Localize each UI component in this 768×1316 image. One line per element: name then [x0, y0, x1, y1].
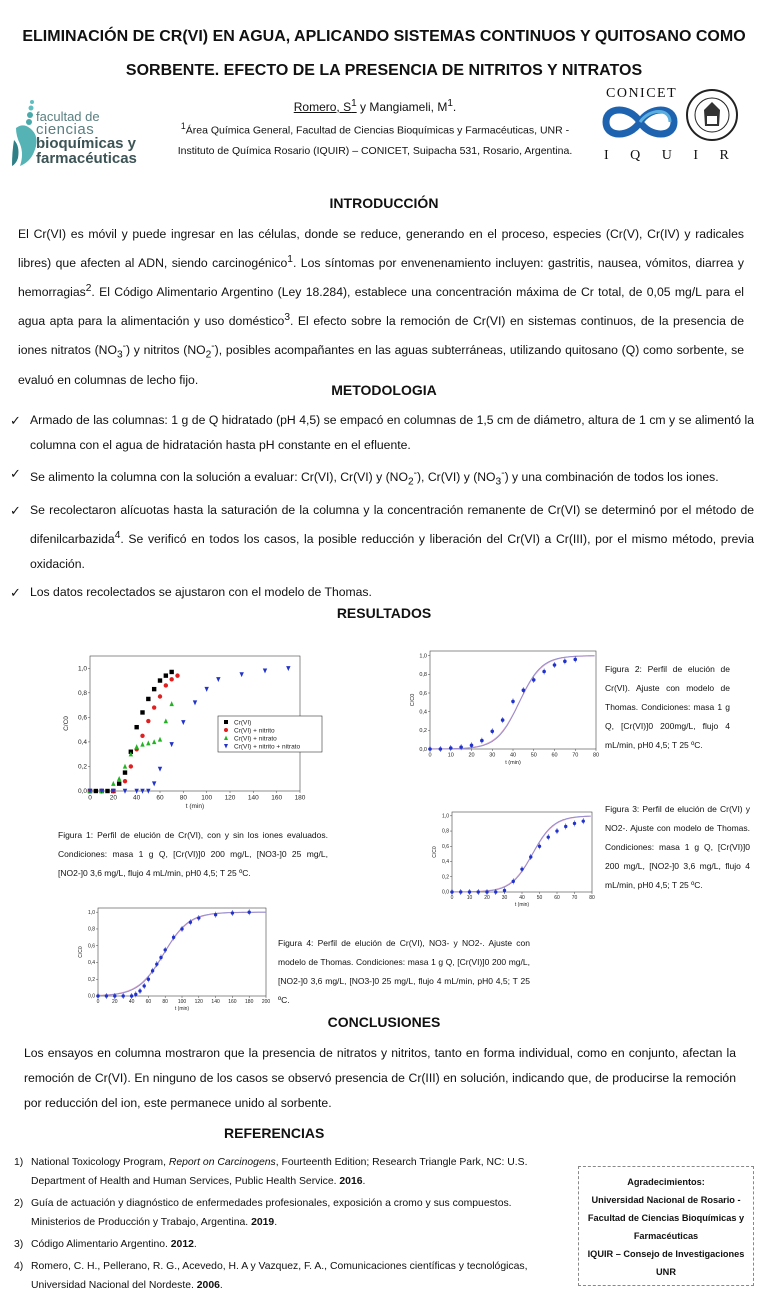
data-point	[169, 677, 173, 681]
x-tick-label: 140	[247, 794, 259, 802]
x-tick-label: 10	[466, 895, 473, 901]
x-tick-label: 180	[294, 794, 306, 802]
data-point	[175, 673, 179, 677]
y-tick-label: 0,6	[77, 714, 87, 722]
figure-3-caption: Figura 3: Perfil de elución de Cr(VI) y NO2-. Ajuste con modelo de Thomas. Condiciones: masa 1 g Q, [Cr(VI)]0 200 mg/L, [NO2-]0 3,6 mg/L, flujo 4 mL/min, pH0 4,5; T 25 ºC.	[605, 804, 750, 890]
x-tick-label: 70	[572, 752, 579, 759]
x-tick-label: 0	[450, 895, 454, 901]
reference-e: .	[193, 1239, 197, 1250]
data-point	[158, 767, 162, 772]
y-tick-label: 0,2	[442, 874, 449, 881]
data-point	[152, 739, 156, 744]
data-point	[134, 744, 138, 749]
x-tick-label: 10	[447, 752, 454, 759]
y-tick-label: 0,4	[442, 859, 449, 866]
x-tick-label: 30	[501, 895, 508, 901]
reference-e: .	[274, 1217, 278, 1228]
x-tick-label: 40	[133, 794, 141, 802]
reference-e: .	[362, 1176, 366, 1187]
reference-y: 2012	[170, 1239, 194, 1250]
reference-y: 2016	[339, 1176, 363, 1187]
x-tick-label: 0	[96, 999, 100, 1005]
intro-text-2: . Los síntomas por envenenamiento incluyen: gastritis, nausea, vómitos, diarrea y hemorragias	[18, 256, 744, 300]
x-tick-label: 180	[245, 999, 254, 1005]
data-point	[224, 720, 228, 724]
y-tick-label: 0,0	[442, 889, 449, 896]
data-point	[146, 697, 150, 701]
data-point	[117, 776, 121, 781]
figure-4-chart	[72, 902, 272, 1014]
data-point	[123, 770, 127, 774]
data-point	[286, 666, 290, 671]
x-tick-label: 20	[468, 752, 475, 759]
metodologia-item	[6, 461, 754, 495]
check-icon: ✓	[10, 413, 21, 428]
plot-frame	[98, 908, 266, 996]
data-point	[158, 737, 162, 742]
conicet-text: CONICET	[606, 86, 678, 101]
data-point	[169, 670, 173, 674]
metodologia-item-2c: ) y una combinación de todos los iones.	[504, 470, 719, 485]
legend-label: Cr(VI) + nitrito	[234, 727, 275, 735]
metodologia-item-2a: Se alimento la columna con la solución a evaluar: Cr(VI), Cr(VI) y (NO	[30, 470, 408, 485]
data-point	[152, 705, 156, 709]
x-tick-label: 60	[156, 794, 164, 802]
y-tick-label: 0,4	[88, 960, 95, 967]
thomas-fit-curve	[98, 912, 266, 995]
x-tick-label: 70	[571, 895, 578, 901]
fcbf-logo-line2: ciencias	[36, 121, 95, 138]
data-point	[123, 779, 127, 783]
metodologia-charge-2: -	[501, 468, 505, 479]
metodologia-item-1: Armado de las columnas: 1 g de Q hidratado (pH 4,5) se empacó en columnas de 1,5 cm de diámetro, altura de 1 cm y se alimentó la columna con el agua de hidratación hasta pH constante en el efluente.	[30, 413, 754, 452]
reference-item	[14, 1194, 562, 1232]
reference-a: Romero, C. H., Pellerano, R. G., Acevedo, H. A y Vazquez, F. A., Comunicaciones científicas y tecnológicas, Universidad Nacional del Nordeste.	[31, 1261, 528, 1291]
figure-2-caption: Figura 2: Perfil de elución de Cr(VI). Ajuste con modelo de Thomas. Condiciones: masa 1 g Q, [Cr(VI)]0 200mg/L, flujo 4 mL/min, pH0 4,5; T 25 ºC.	[605, 664, 730, 750]
ack-line: Farmacéuticas	[633, 1231, 699, 1241]
data-point	[239, 672, 243, 677]
intro-sub-2: 2	[205, 349, 212, 361]
x-tick-label: 30	[489, 752, 496, 759]
y-tick-label: 0,6	[419, 690, 427, 697]
title-line-2: SORBENTE. EFECTO DE LA PRESENCIA DE NITRITOS Y NITRATOS	[125, 62, 643, 79]
y-axis-label: C/C0	[63, 716, 70, 731]
x-tick-label: 100	[177, 999, 187, 1005]
data-point	[94, 789, 98, 793]
metodologia-ref-4: 4	[114, 529, 121, 541]
x-tick-label: 40	[128, 999, 135, 1005]
data-point	[164, 673, 168, 677]
x-tick-label: 80	[179, 794, 187, 802]
x-tick-label: 20	[484, 895, 490, 901]
y-tick-label: 0,0	[88, 993, 95, 1000]
intro-text-5: ) y nitritos (NO	[125, 343, 206, 358]
reference-a: Guía de actuación y diagnóstico de enfermedades profesionales, exposición a cromo y sus compuestos. Ministerios de Producción y Trabajo, Argentina.	[31, 1198, 512, 1228]
x-tick-label: 60	[145, 999, 152, 1005]
intro-charge-1: -	[122, 341, 126, 353]
figure-4-caption: Figura 4: Perfil de elución de Cr(VI), NO3- y NO2-. Ajuste con modelo de Thomas. Condiciones: masa 1 g Q, [Cr(VI)]0 200 mg/L, [NO2-]0 3,6 mg/L, [NO3-]0 25 mg/L, flujo 4 mL/min, pH0 4,5; T 25 ºC.	[278, 938, 530, 1005]
author-1-name: Romero, S	[293, 100, 352, 114]
metodologia-charge-1: -	[413, 468, 417, 479]
series-data	[96, 909, 251, 999]
y-tick-label: 0,0	[419, 746, 427, 753]
acknowledgements-box	[578, 1166, 754, 1286]
x-tick-label: 60	[554, 895, 560, 901]
y-tick-label: 0,2	[77, 763, 87, 771]
x-tick-label: 20	[112, 999, 118, 1005]
data-point	[204, 687, 208, 692]
reference-e: .	[219, 1280, 223, 1291]
data-point	[216, 677, 220, 682]
series-Cr(VI) + nitrito	[88, 673, 180, 793]
x-tick-label: 100	[201, 794, 213, 802]
data-point	[129, 764, 133, 768]
series-Cr(VI)	[88, 670, 174, 793]
fcbf-logo-line4: farmacéuticas	[36, 150, 137, 167]
data-point	[117, 781, 121, 785]
y-tick-label: 0,8	[77, 689, 87, 697]
data-point	[169, 701, 173, 706]
affiliation-line-1: Área Química General, Facultad de Ciencias Bioquímicas y Farmacéuticas, UNR -	[185, 124, 570, 137]
metodologia-item-3a: Se recolectaron alícuotas hasta la saturación de la columna y la concentración remanente de Cr(VI) se determinó por el método de difenilcarbazida	[30, 502, 754, 546]
data-point	[193, 700, 197, 705]
y-tick-label: 0,4	[419, 709, 427, 716]
legend-label: Cr(VI) + nitrito + nitrato	[234, 743, 301, 751]
author-1-sup: 1	[351, 98, 357, 109]
x-tick-label: 160	[228, 999, 237, 1005]
y-tick-label: 0,6	[442, 843, 449, 850]
heading-conclusiones: CONCLUSIONES	[327, 1014, 441, 1030]
y-tick-label: 0,4	[77, 739, 87, 747]
thomas-fit-curve-alt	[452, 816, 591, 892]
intro-charge-2: -	[211, 341, 215, 353]
fcbf-logo	[10, 96, 150, 170]
figure-2-chart	[404, 645, 600, 769]
metodologia-item	[6, 498, 754, 577]
authors-end: .	[452, 100, 457, 114]
series-Cr(VI) + nitrato	[88, 701, 174, 793]
y-tick-label: 1,0	[88, 909, 95, 916]
metodologia-item	[6, 580, 754, 605]
data-point	[169, 742, 173, 747]
y-tick-label: 0,0	[77, 788, 87, 796]
y-axis-label: C/C0	[432, 846, 438, 858]
intro-ref-3: 3	[284, 312, 290, 324]
reference-item	[14, 1153, 562, 1191]
y-tick-label: 1,0	[442, 813, 449, 820]
x-tick-label: 20	[109, 794, 117, 802]
data-point	[152, 687, 156, 691]
reference-y: 2019	[251, 1217, 275, 1228]
x-tick-label: 120	[224, 794, 236, 802]
intro-text-3: . El Código Alimentario Argentino (Ley 18.284), establece una concentración máxima de Cr total, de 0,05 mg/L para el agua apta para la alimentación y uso doméstico	[18, 285, 744, 329]
figure-1-caption: Figura 1: Perfil de elución de Cr(VI), con y sin los iones evaluados. Condiciones: masa 1 g Q, [Cr(VI)]0 200 mg/L, [NO3-]0 25 mg/L, [NO2-]0 3,6 mg/L, flujo 4 mL/min, pH0 4,5; T 25 ºC.	[58, 830, 328, 878]
x-tick-label: 80	[592, 752, 600, 759]
author-1	[294, 100, 357, 114]
data-point	[158, 678, 162, 682]
affiliation	[160, 116, 590, 161]
x-tick-label: 40	[509, 752, 517, 759]
figure-1-chart	[58, 650, 338, 815]
unr-seal-icon	[686, 86, 738, 144]
data-point	[123, 764, 127, 769]
metodologia-list	[6, 408, 754, 608]
metodologia-item-2b: ), Cr(VI) y (NO	[417, 470, 496, 485]
ack-line: Universidad Nacional de Rosario -	[591, 1195, 741, 1205]
data-point	[152, 781, 156, 786]
reference-n: 4)	[14, 1261, 24, 1272]
x-tick-label: 200	[261, 999, 271, 1005]
x-tick-label: 80	[589, 895, 595, 901]
y-tick-label: 0,2	[88, 976, 95, 983]
reference-i: Report on Carcinogens	[168, 1157, 276, 1168]
ack-line: Facultad de Ciencias Bioquímicas y	[587, 1213, 745, 1223]
x-axis-label: t (min)	[174, 1006, 190, 1012]
metodologia-sub-3: 3	[495, 476, 502, 488]
data-point	[263, 669, 267, 674]
x-tick-label: 80	[162, 999, 168, 1005]
data-point	[164, 718, 168, 723]
reference-n: 1)	[14, 1157, 24, 1168]
data-point	[134, 725, 138, 729]
data-point	[146, 719, 150, 723]
legend-label: Cr(VI)	[234, 719, 252, 727]
x-tick-label: 40	[519, 895, 525, 901]
fcbf-logo-line1: facultad de	[36, 109, 100, 124]
check-icon: ✓	[10, 466, 21, 481]
legend-label: Cr(VI) + nitrato	[234, 735, 277, 743]
x-tick-label: 50	[536, 895, 543, 901]
title-line-1: ELIMINACIÓN DE CR(VI) EN AGUA, APLICANDO SISTEMAS CONTINUOS Y QUITOSANO COMO	[22, 28, 746, 45]
metodologia-item-3b: . Se verificó en todos los casos, la posible reducción y liberación del Cr(VI) a Cr(III), por el mismo método, previa oxidación.	[30, 531, 754, 571]
reference-y: 2006	[196, 1280, 220, 1291]
figure-3-chart	[426, 806, 596, 910]
conicet-iquir-logo	[600, 86, 740, 168]
plot-frame	[452, 812, 592, 892]
x-tick-label: 140	[211, 999, 220, 1005]
intro-ref-1: 1	[287, 254, 293, 265]
reference-b: , Fourteenth Edition; Research Triangle Park, NC: U.S. Department of Health and Human Services, Public Health Service.	[31, 1157, 528, 1187]
y-tick-label: 0,8	[88, 926, 95, 933]
data-point	[164, 683, 168, 687]
intro-text-6: ), posibles acompañantes en las aguas subterráneas, utilizando quitosano (Q) como sorbente, se evaluó en columnas de lecho fijo.	[18, 343, 745, 387]
authors	[160, 94, 590, 117]
metodologia-item	[6, 408, 754, 458]
x-tick-label: 0	[88, 794, 92, 802]
y-axis-label: C/C0	[410, 693, 416, 707]
iquir-text: I Q U I R	[604, 148, 738, 163]
intro-sub-3: 3	[116, 349, 123, 361]
x-tick-label: 60	[551, 752, 558, 759]
intro-paragraph	[18, 222, 744, 393]
data-point	[140, 710, 144, 714]
thomas-fit-curve-alt	[98, 912, 266, 995]
y-axis-label: C/C0	[78, 946, 84, 958]
intro-text-4: . El efecto sobre la remoción de Cr(VI) en sistemas continuos, de la presencia de iones nitratos (NO	[18, 314, 744, 358]
thomas-fit-curve	[452, 816, 591, 892]
y-tick-label: 1,0	[419, 653, 427, 660]
affiliation-line-2: Instituto de Química Rosario (IQUIR) – CONICET, Suipacha 531, Rosario, Argentina.	[177, 144, 573, 157]
conclusiones-paragraph: Los ensayos en columna mostraron que la presencia de nitratos y nitritos, tanto en forma individual, como en conjunto, afectan la remoción de Cr(VI). En ninguno de los casos se observó presencia de Cr(III) en solución, indicando que, de producirse la remoción por reducción del ion, este permanece unido al sorbente.	[24, 1046, 736, 1110]
poster-title	[0, 20, 768, 88]
data-point	[158, 694, 162, 698]
data-point	[224, 728, 228, 732]
data-point	[140, 734, 144, 738]
x-axis-label: t (min)	[185, 803, 205, 810]
reference-n: 2)	[14, 1198, 24, 1209]
reference-a: Código Alimentario Argentino.	[31, 1239, 171, 1250]
heading-referencias: REFERENCIAS	[224, 1125, 325, 1141]
x-axis-label: t (min)	[514, 902, 530, 908]
data-point	[111, 781, 115, 786]
y-tick-label: 0,8	[442, 828, 449, 835]
data-point	[146, 740, 150, 745]
reference-item	[14, 1235, 562, 1254]
check-icon: ✓	[10, 584, 21, 600]
references-list	[14, 1153, 562, 1298]
reference-n: 3)	[14, 1239, 24, 1250]
metodologia-sub-2: 2	[407, 476, 414, 488]
ack-line: IQUIR – Consejo de Investigaciones	[587, 1249, 745, 1259]
reference-item	[14, 1257, 562, 1295]
author-2-sup: 1	[447, 98, 453, 109]
x-tick-label: 0	[428, 752, 432, 759]
metodologia-item-4: Los datos recolectados se ajustaron con el modelo de Thomas.	[30, 584, 372, 599]
data-point	[105, 789, 109, 793]
y-tick-label: 0,8	[419, 672, 427, 679]
intro-text-1: El Cr(VI) es móvil y puede ingresar en las células, donde se reduce, generando en el proceso, especies (Cr(V), Cr(IV) y radicales libres) que afecten al ADN, siendo carcinogénico	[18, 227, 744, 271]
fcbf-logo-line3: bioquímicas y	[36, 135, 137, 152]
series-data	[428, 656, 577, 752]
conicet-infinity-icon	[600, 102, 680, 142]
series-data	[450, 818, 585, 895]
check-icon: ✓	[10, 502, 21, 518]
data-point	[181, 720, 185, 725]
intro-ref-2: 2	[85, 283, 92, 295]
author-2-name: y Mangiameli, M	[356, 100, 448, 114]
affiliation-sup: 1	[180, 121, 186, 131]
heading-introduccion: INTRODUCCIÓN	[329, 195, 439, 211]
y-tick-label: 0,6	[88, 943, 95, 950]
data-point	[140, 742, 144, 747]
x-tick-label: 120	[194, 999, 203, 1005]
reference-a: National Toxicology Program,	[31, 1157, 169, 1168]
y-tick-label: 1,0	[77, 665, 87, 673]
ack-line: UNR	[656, 1267, 676, 1277]
x-tick-label: 160	[271, 794, 283, 802]
ack-title: Agradecimientos:	[627, 1177, 705, 1187]
heading-resultados: RESULTADOS	[336, 605, 432, 621]
heading-metodologia: METODOLOGIA	[331, 382, 437, 398]
x-axis-label: t (min)	[505, 760, 521, 766]
y-tick-label: 0,2	[419, 728, 427, 735]
x-tick-label: 50	[530, 752, 537, 759]
